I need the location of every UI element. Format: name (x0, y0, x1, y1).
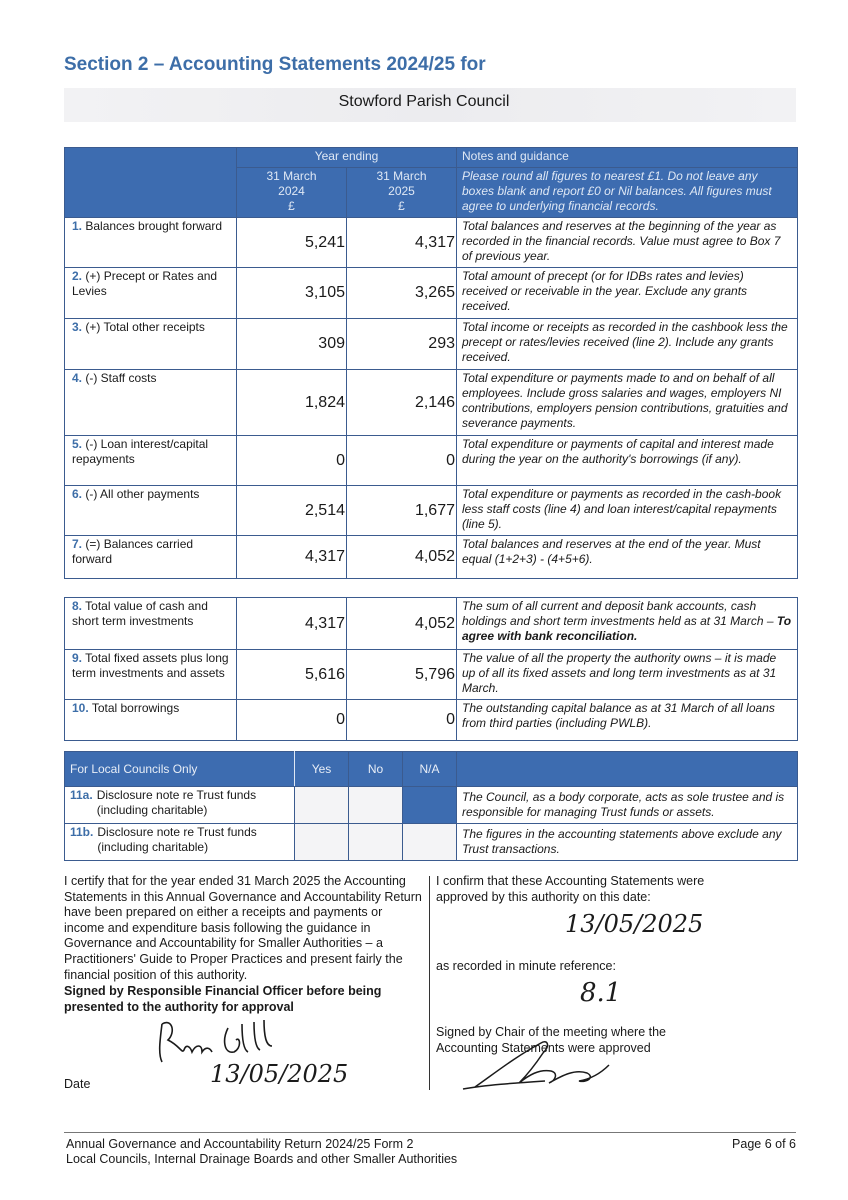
notes-intro: Please round all figures to nearest £1. Do not leave any boxes blank and report £0 or Nil balances. All figures must agree to underlying financial records. (457, 168, 798, 218)
chair-signed-label: Signed by Chair of the meeting where the Accounting Statements were approved (436, 1025, 666, 1055)
row-label-text: Total value of cash and short term investments (72, 599, 208, 628)
row-guidance: Total balances and reserves at the end of the year. Must equal (1+2+3) - (4+5+6). (457, 536, 798, 579)
row-guidance: Total income or receipts as recorded in the cashbook less the precept or rates/levies received (line 2). Include any grants received. (457, 319, 798, 370)
col-2025-line1: 31 March (376, 169, 427, 183)
footer-line1: Annual Governance and Accountability Return 2024/25 Form 2 (66, 1137, 414, 1151)
col-2025-line3: £ (398, 199, 405, 213)
chair-signature (455, 1025, 625, 1095)
row-note: The figures in the accounting statements above exclude any Trust transactions. (457, 824, 798, 861)
trust-fund-row (65, 787, 798, 824)
row-guidance: Total balances and reserves at the beginning of the year as recorded in the financial records. Value must agree to Box 7 of previous year. (457, 218, 798, 268)
row-guidance: Total expenditure or payments of capital and interest made during the year on the authority's borrowings (if any). (457, 436, 798, 486)
statement-row (65, 436, 798, 486)
trust-fund-row (65, 824, 798, 861)
council-name: Stowford Parish Council (338, 93, 510, 110)
value-2025: 5,796 (347, 650, 457, 700)
statement-row (65, 319, 798, 370)
local-councils-table (64, 751, 798, 861)
row-label-text: (=) Balances carried forward (72, 537, 194, 566)
value-2025: 4,052 (347, 598, 457, 650)
approval-confirm: I confirm that these Accounting Statements were approved by this authority on this date: (436, 874, 705, 904)
rfo-certification (64, 874, 424, 1015)
value-2025: 0 (347, 700, 457, 741)
row-label (65, 370, 237, 436)
na-header: N/A (403, 752, 457, 787)
row-note: The Council, as a body corporate, acts as sole trustee and is responsible for managing Trust funds or assets. (457, 787, 798, 824)
minute-ref-handwritten: 8.1 (580, 978, 622, 1008)
value-2024: 0 (237, 436, 347, 486)
value-2025: 1,677 (347, 486, 457, 536)
value-2024: 1,824 (237, 370, 347, 436)
row-label-text: Balances brought forward (85, 219, 223, 233)
row-label (65, 650, 237, 700)
year-ending-header: Year ending (237, 148, 457, 168)
accounting-statements-table (64, 147, 798, 579)
row-label-text: (+) Total other receipts (85, 320, 205, 334)
footer-text (66, 1137, 457, 1167)
row-number: 8. (72, 599, 83, 613)
row-number: 2. (72, 269, 83, 283)
footer-divider (64, 1132, 796, 1133)
divider (429, 876, 430, 1090)
yes-header: Yes (295, 752, 349, 787)
no-checkbox[interactable] (349, 787, 403, 824)
row-number: 11a. (70, 788, 93, 802)
guidance-text: The outstanding capital balance as at 31 March of all loans from third parties (including PWLB). (462, 701, 775, 730)
row-label (65, 218, 237, 268)
row-guidance (457, 700, 798, 741)
value-2024: 4,317 (237, 598, 347, 650)
row-number: 10. (72, 701, 89, 715)
local-councils-header: For Local Councils Only (65, 752, 295, 787)
value-2024: 5,241 (237, 218, 347, 268)
row-label-text: (-) Staff costs (85, 371, 157, 385)
row-number: 11b. (70, 825, 94, 839)
row-guidance (457, 650, 798, 700)
value-2024: 5,616 (237, 650, 347, 700)
rfo-signed-by: Signed by Responsible Financial Officer before being presented to the authority for approval (64, 984, 382, 1014)
yes-checkbox[interactable] (295, 824, 349, 861)
minute-ref-label: as recorded in minute reference: (436, 959, 616, 973)
certification-text: I certify that for the year ended 31 March 2025 the Accounting Statements in this Annual Governance and Accountability Return have been prepared on either a receipts and payments or income and expenditure basis following the guidance in Governance and Accountability for Smaller Authorities – a Practitioners' Guide to Proper Practices and present fairly the financial position of this authority. (64, 874, 422, 982)
row-label (65, 598, 237, 650)
row-number: 6. (72, 487, 83, 501)
statement-row (65, 268, 798, 319)
assets-table (64, 597, 798, 741)
row-label-text: Total fixed assets plus long term investments and assets (72, 651, 229, 680)
col-2025-header (347, 168, 457, 218)
row-label-text: Disclosure note re Trust funds (including charitable) (97, 825, 257, 854)
row-label-text: (-) Loan interest/capital repayments (72, 437, 209, 466)
statement-row (65, 486, 798, 536)
row-label-text: Disclosure note re Trust funds (including charitable) (96, 788, 257, 817)
col-2024-line3: £ (288, 199, 295, 213)
value-2024: 309 (237, 319, 347, 370)
statement-row (65, 370, 798, 436)
value-2025: 4,317 (347, 218, 457, 268)
row-number: 5. (72, 437, 83, 451)
row-number: 7. (72, 537, 83, 551)
col-2024-line2: 2024 (278, 184, 305, 198)
value-2025: 0 (347, 436, 457, 486)
row-number: 1. (72, 219, 83, 233)
value-2025: 4,052 (347, 536, 457, 579)
na-checkbox[interactable] (403, 824, 457, 861)
row-guidance (457, 598, 798, 650)
row-label (65, 268, 237, 319)
row-number: 9. (72, 651, 83, 665)
guidance-bold: To agree with bank reconciliation. (462, 614, 792, 643)
date-label: Date (64, 1077, 91, 1091)
statement-row (65, 650, 798, 700)
value-2024: 2,514 (237, 486, 347, 536)
statement-row (65, 700, 798, 741)
row-label (65, 787, 295, 824)
row-label-text: (-) All other payments (85, 487, 200, 501)
col-2025-line2: 2025 (388, 184, 415, 198)
rfo-date-handwritten: 13/05/2025 (210, 1060, 349, 1088)
guidance-text: The value of all the property the authority owns – it is made up of all its fixed assets and long term investments as at 31 March. (462, 651, 777, 695)
row-number: 4. (72, 371, 83, 385)
approval-date-handwritten: 13/05/2025 (565, 910, 704, 938)
guidance-text: The sum of all current and deposit bank accounts, cash holdings and short term investments held as at 31 March – (462, 599, 774, 628)
yes-checkbox[interactable] (295, 787, 349, 824)
section-title: Section 2 – Accounting Statements 2024/25 for (64, 54, 486, 75)
notes-header: Notes and guidance (457, 148, 798, 168)
row-number: 3. (72, 320, 83, 334)
value-2025: 293 (347, 319, 457, 370)
row-label (65, 436, 237, 486)
row-label (65, 319, 237, 370)
row-guidance: Total amount of precept (or for IDBs rates and levies) received or receivable in the year. Exclude any grants received. (457, 268, 798, 319)
value-2024: 0 (237, 700, 347, 741)
page-number: Page 6 of 6 (732, 1137, 796, 1151)
blank-header (65, 148, 237, 218)
row-label-text: (+) Precept or Rates and Levies (72, 269, 218, 298)
value-2024: 3,105 (237, 268, 347, 319)
statement-row (65, 218, 798, 268)
row-label-text: Total borrowings (91, 701, 180, 715)
local-councils-notes-header (457, 752, 798, 787)
na-checkbox (403, 787, 457, 824)
no-header: No (349, 752, 403, 787)
no-checkbox[interactable] (349, 824, 403, 861)
row-guidance: Total expenditure or payments as recorded in the cash-book less staff costs (line 4) and loan interest/capital repayments (line 5). (457, 486, 798, 536)
statement-row (65, 536, 798, 579)
col-2024-header (237, 168, 347, 218)
value-2025: 3,265 (347, 268, 457, 319)
row-label (65, 536, 237, 579)
value-2025: 2,146 (347, 370, 457, 436)
footer-line2: Local Councils, Internal Drainage Boards and other Smaller Authorities (66, 1152, 458, 1166)
row-label (65, 486, 237, 536)
row-label (65, 824, 295, 861)
value-2024: 4,317 (237, 536, 347, 579)
row-guidance: Total expenditure or payments made to and on behalf of all employees. Include gross salaries and wages, employers NI contributions, employers pension contributions, gratuities and severance payments. (457, 370, 798, 436)
statement-row (65, 598, 798, 650)
row-label (65, 700, 237, 741)
col-2024-line1: 31 March (266, 169, 317, 183)
